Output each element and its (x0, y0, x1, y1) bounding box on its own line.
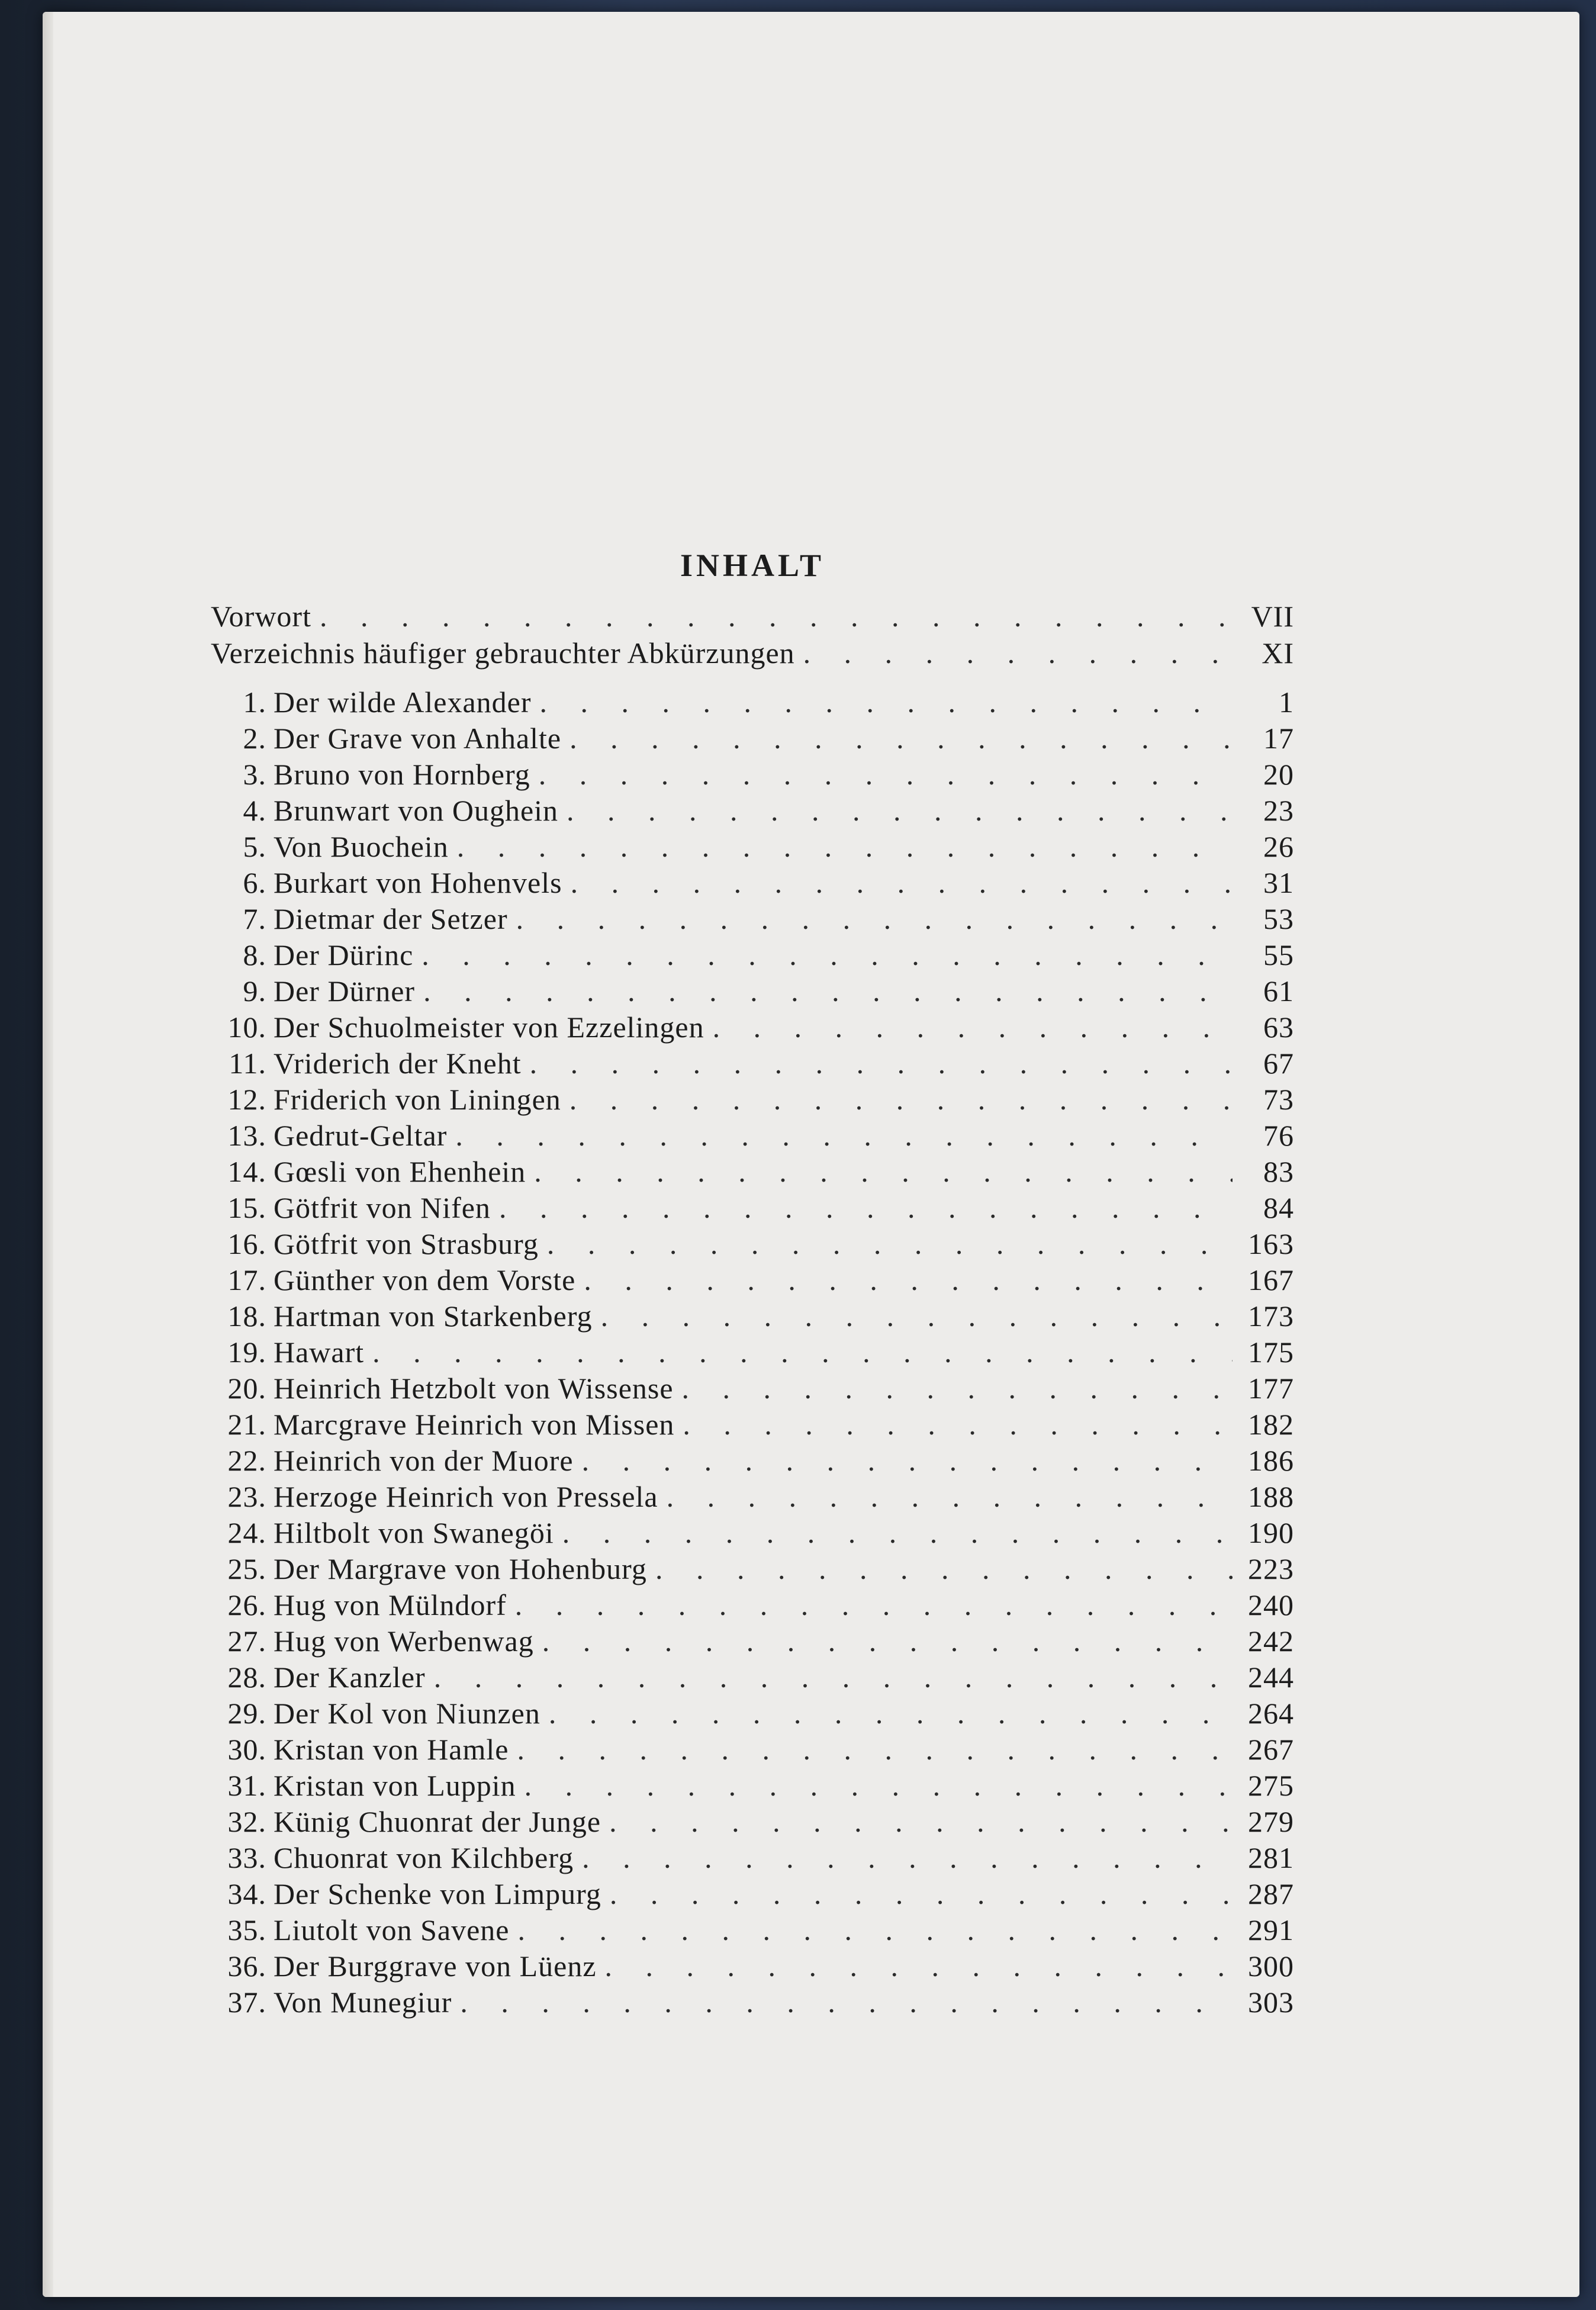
toc-entry-number: 11. (229, 1047, 266, 1080)
toc-entry-number: 17. (227, 1263, 266, 1296)
toc-entry-label: Hug von Werbenwag (273, 1624, 534, 1658)
front-matter-list (211, 598, 1294, 671)
toc-entry-label: Gedrut-Geltar (273, 1119, 448, 1152)
toc-row (211, 973, 1294, 1009)
toc-entry-label: Burkart von Hohenvels (273, 866, 562, 899)
toc-entry-label: Der Dürner (273, 974, 416, 1008)
dot-leader (584, 1262, 1233, 1298)
toc-row (211, 1082, 1294, 1118)
toc-entry-label: Der Schuolmeister von Ezzelingen (273, 1011, 704, 1044)
toc-entry-number: 2. (243, 722, 266, 755)
dot-leader (601, 1298, 1233, 1334)
toc-page-number: 267 (1248, 1733, 1294, 1766)
toc-page-number: 167 (1248, 1263, 1294, 1296)
toc-entry-number: 24. (227, 1516, 266, 1549)
dot-leader (683, 1407, 1233, 1443)
toc-entry-label: Von Buochein (273, 830, 449, 863)
toc-entry-number: 8. (243, 938, 266, 971)
toc-page-number: 264 (1248, 1697, 1294, 1730)
page-edge (43, 12, 53, 2297)
toc-entry-label: Der wilde Alexander (273, 686, 532, 719)
dot-leader (421, 937, 1233, 973)
toc-entry-label: Vorwort (211, 600, 311, 633)
toc-entry-number: 30. (227, 1733, 266, 1766)
toc-row (211, 1804, 1294, 1840)
toc-entry-label: Der Margrave von Hohenburg (273, 1552, 647, 1585)
toc-entry-label: Dietmar der Setzer (273, 902, 508, 935)
toc-page-number: 76 (1263, 1119, 1294, 1152)
toc-entry-label: Der Kanzler (273, 1661, 426, 1694)
toc-page-number: 300 (1248, 1949, 1294, 1983)
toc-row (211, 937, 1294, 973)
toc-row (211, 793, 1294, 829)
toc-page-number: 163 (1248, 1227, 1294, 1260)
toc-entry-label: Heinrich Hetzbolt von Wissense (273, 1372, 674, 1405)
dot-leader (516, 901, 1233, 937)
toc-entry-label: Verzeichnis häufiger gebrauchter Abkürzungen (211, 636, 795, 670)
dot-leader (525, 1768, 1233, 1804)
dot-leader (655, 1551, 1233, 1587)
toc-row (211, 1768, 1294, 1804)
toc-row (211, 1370, 1294, 1407)
toc-page-number: 84 (1263, 1191, 1294, 1224)
toc-page-number: 182 (1248, 1408, 1294, 1441)
toc-entry-label: Vriderich der Kneht (273, 1047, 522, 1080)
toc-entry-label: Hartman von Starkenberg (273, 1299, 593, 1333)
toc-page-number: 275 (1248, 1769, 1294, 1802)
toc-row (211, 1623, 1294, 1659)
toc-entry-number: 16. (227, 1227, 266, 1260)
dot-leader (569, 720, 1233, 757)
toc-entry-number: 5. (243, 830, 266, 863)
toc-page-number: 242 (1248, 1624, 1294, 1658)
toc-page-number: 186 (1248, 1444, 1294, 1477)
toc-page-number: VII (1251, 600, 1294, 633)
chapter-list (211, 684, 1294, 2021)
dot-leader (682, 1370, 1233, 1407)
dot-leader (610, 1876, 1233, 1912)
toc-row (211, 1587, 1294, 1623)
dot-leader (518, 1912, 1233, 1948)
toc-page-number: 175 (1248, 1336, 1294, 1369)
dot-leader (539, 757, 1233, 793)
toc-page-number: 83 (1263, 1155, 1294, 1188)
toc-row (211, 684, 1294, 720)
toc-entry-label: Herzoge Heinrich von Pressela (273, 1480, 658, 1513)
toc-entry-label: Hug von Mülndorf (273, 1588, 507, 1621)
toc-row (211, 1515, 1294, 1551)
toc-page-number: 190 (1248, 1516, 1294, 1549)
toc-entry-label: Hawart (273, 1336, 365, 1369)
dot-leader (434, 1659, 1233, 1695)
toc-page-number: 55 (1263, 938, 1294, 971)
toc-entry-number: 12. (227, 1083, 266, 1116)
toc-page-number: 1 (1279, 686, 1294, 719)
toc-row (211, 1118, 1294, 1154)
toc-row (211, 1840, 1294, 1876)
toc-entry-label: Der Dürinc (273, 938, 414, 971)
toc-entry-number: 25. (227, 1552, 266, 1585)
toc-entry-label: Der Grave von Anhalte (273, 722, 562, 755)
toc-entry-label: Gœsli von Ehenhein (273, 1155, 526, 1188)
toc-entry-number: 19. (227, 1336, 266, 1369)
toc-row (211, 1551, 1294, 1587)
toc-page-number: 287 (1248, 1877, 1294, 1910)
toc-page-number: 31 (1263, 866, 1294, 899)
toc-entry-number: 33. (227, 1841, 266, 1874)
toc-entry-number: 34. (227, 1877, 266, 1910)
toc-entry-label: Götfrit von Strasburg (273, 1227, 539, 1260)
toc-entry-number: 4. (243, 794, 266, 827)
toc-entry-number: 7. (243, 902, 266, 935)
dot-leader (803, 635, 1233, 671)
toc-entry-label: Götfrit von Nifen (273, 1191, 491, 1224)
dot-leader (499, 1190, 1233, 1226)
toc-entry-number: 3. (243, 758, 266, 791)
toc-entry-label: Von Munegiur (273, 1986, 452, 2019)
toc-row (211, 1154, 1294, 1190)
toc-entry-number: 9. (243, 974, 266, 1008)
toc-entry-number: 14. (227, 1155, 266, 1188)
toc-row (211, 1190, 1294, 1226)
toc-page-number: 240 (1248, 1588, 1294, 1621)
book-page (43, 12, 1579, 2297)
toc-page-number: 73 (1263, 1083, 1294, 1116)
toc-entry-number: 36. (227, 1949, 266, 1983)
toc-row (211, 1984, 1294, 2021)
toc-row (211, 1479, 1294, 1515)
toc-row (211, 1659, 1294, 1695)
dot-leader (567, 793, 1233, 829)
toc-page-number: 61 (1263, 974, 1294, 1008)
toc-entry-number: 28. (227, 1661, 266, 1694)
toc-entry-label: Marcgrave Heinrich von Missen (273, 1408, 675, 1441)
toc-entry-number: 6. (243, 866, 266, 899)
toc-entry-label: Kristan von Luppin (273, 1769, 516, 1802)
toc-page-number: 26 (1263, 830, 1294, 863)
dot-leader (582, 1840, 1233, 1876)
dot-leader (571, 865, 1233, 901)
dot-leader (582, 1443, 1233, 1479)
toc-entry-number: 18. (227, 1299, 266, 1333)
dot-leader (547, 1226, 1233, 1262)
toc-entry-label: Bruno von Hornberg (273, 758, 530, 791)
dot-leader (562, 1515, 1233, 1551)
toc-entry-label: Liutolt von Savene (273, 1913, 510, 1947)
toc-page-number: 223 (1248, 1552, 1294, 1585)
toc-row (211, 1443, 1294, 1479)
toc-page-number: 303 (1248, 1986, 1294, 2019)
toc-row (211, 1334, 1294, 1370)
dot-leader (667, 1479, 1233, 1515)
dot-leader (605, 1948, 1233, 1984)
toc-page-number: XI (1262, 636, 1294, 670)
page-title: INHALT (680, 548, 825, 583)
toc-entry-label: Der Burggrave von Lüenz (273, 1949, 597, 1983)
toc-row (211, 1876, 1294, 1912)
toc-entry-number: 23. (227, 1480, 266, 1513)
toc-entry-label: Chuonrat von Kilchberg (273, 1841, 574, 1874)
toc-page-number: 63 (1263, 1011, 1294, 1044)
toc-page-number: 173 (1248, 1299, 1294, 1333)
toc-entry-label: Künig Chuonrat der Junge (273, 1805, 601, 1838)
toc-entry-label: Kristan von Hamle (273, 1733, 509, 1766)
toc-entry-number: 31. (227, 1769, 266, 1802)
dot-leader (530, 1045, 1233, 1082)
dot-leader (517, 1732, 1233, 1768)
toc-entry-number: 13. (227, 1119, 266, 1152)
dot-leader (542, 1623, 1233, 1659)
toc-entry-label: Friderich von Liningen (273, 1083, 561, 1116)
toc-entry-number: 22. (227, 1444, 266, 1477)
toc-page-number: 53 (1263, 902, 1294, 935)
toc-row (211, 829, 1294, 865)
toc-row (211, 1912, 1294, 1948)
toc-row (211, 1262, 1294, 1298)
toc-entry-number: 29. (227, 1697, 266, 1730)
toc-row (211, 1695, 1294, 1732)
toc-entry-label: Brunwart von Oughein (273, 794, 559, 827)
toc-page-number: 23 (1263, 794, 1294, 827)
dot-leader (540, 684, 1233, 720)
dot-leader (320, 598, 1233, 635)
toc-row-front (211, 598, 1294, 635)
toc-row (211, 720, 1294, 757)
dot-leader (515, 1587, 1233, 1623)
toc-entry-label: Der Schenke von Limpurg (273, 1877, 601, 1910)
toc-entry-number: 37. (227, 1986, 266, 2019)
toc-row (211, 901, 1294, 937)
toc-page-number: 291 (1248, 1913, 1294, 1947)
section-gap (211, 671, 1294, 684)
toc-page-number: 177 (1248, 1372, 1294, 1405)
toc-entry-number: 10. (227, 1011, 266, 1044)
toc-row (211, 1009, 1294, 1045)
toc-page-number: 188 (1248, 1480, 1294, 1513)
dot-leader (372, 1334, 1233, 1370)
toc-entry-label: Der Kol von Niunzen (273, 1697, 540, 1730)
toc-page-number: 244 (1248, 1661, 1294, 1694)
toc-page-number: 67 (1263, 1047, 1294, 1080)
toc-entry-number: 27. (227, 1624, 266, 1658)
dot-leader (549, 1695, 1233, 1732)
toc-row (211, 1298, 1294, 1334)
toc-row (211, 1948, 1294, 1984)
toc-entry-label: Heinrich von der Muore (273, 1444, 574, 1477)
dot-leader (423, 973, 1233, 1009)
dot-leader (569, 1082, 1233, 1118)
toc-row (211, 757, 1294, 793)
toc-page-number: 20 (1263, 758, 1294, 791)
dot-leader (457, 829, 1233, 865)
dot-leader (534, 1154, 1233, 1190)
toc-row (211, 1226, 1294, 1262)
toc-entry-number: 1. (243, 686, 266, 719)
dot-leader (609, 1804, 1233, 1840)
toc-entry-number: 35. (227, 1913, 266, 1947)
dot-leader (713, 1009, 1233, 1045)
toc-entry-number: 20. (227, 1372, 266, 1405)
dot-leader (455, 1118, 1233, 1154)
toc-row (211, 1732, 1294, 1768)
toc-page-number: 17 (1263, 722, 1294, 755)
toc-page-number: 279 (1248, 1805, 1294, 1838)
toc-entry-label: Günther von dem Vorste (273, 1263, 576, 1296)
toc-entry-number: 21. (227, 1408, 266, 1441)
toc-page-number: 281 (1248, 1841, 1294, 1874)
toc-entry-label: Hiltbolt von Swanegöi (273, 1516, 554, 1549)
toc-entry-number: 32. (227, 1805, 266, 1838)
toc-entry-number: 26. (227, 1588, 266, 1621)
toc-entry-number: 15. (227, 1191, 266, 1224)
toc-row (211, 865, 1294, 901)
toc-row-front (211, 635, 1294, 671)
table-of-contents (211, 533, 1294, 2021)
toc-row (211, 1045, 1294, 1082)
toc-row (211, 1407, 1294, 1443)
dot-leader (460, 1984, 1233, 2021)
